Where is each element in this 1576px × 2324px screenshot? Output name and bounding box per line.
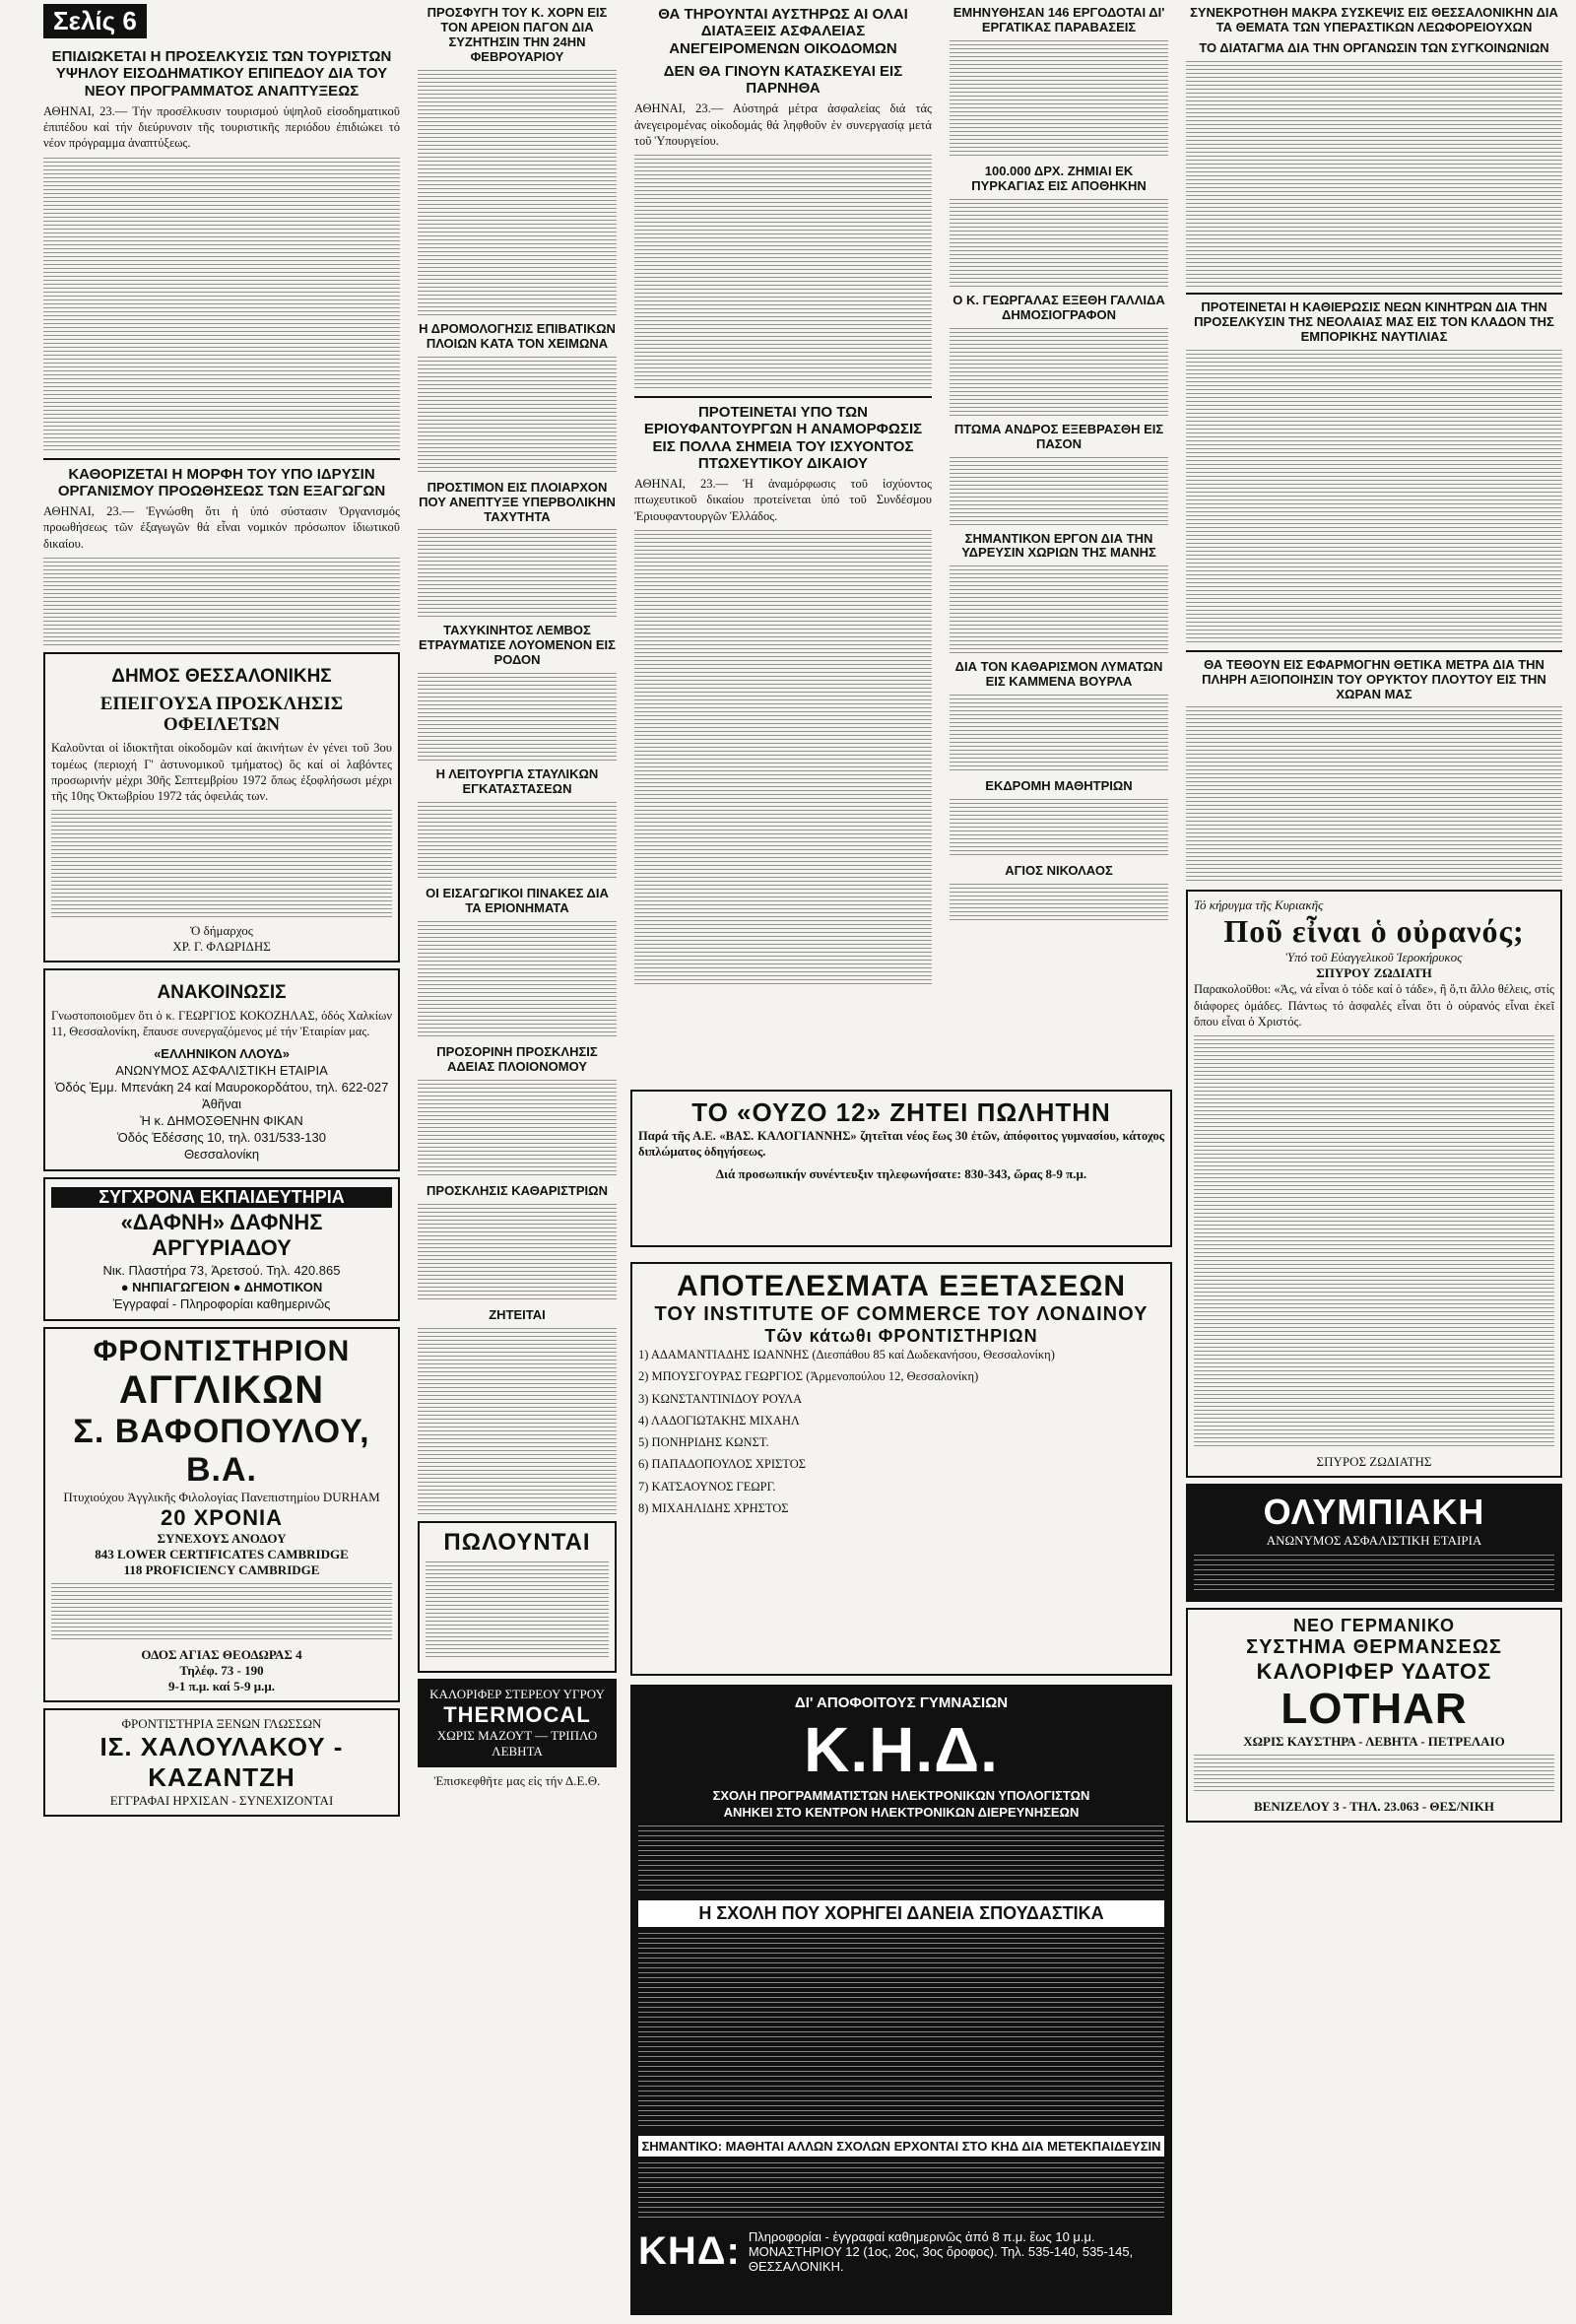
khd-top: ΔΙ' ΑΠΟΦΟΙΤΟΥΣ ΓΥΜΝΑΣΙΩΝ	[794, 1694, 1009, 1711]
headline-agios-nikolaos: ΑΓΙΟΣ ΝΙΚΟΛΑΟΣ	[1005, 863, 1113, 879]
headline-stables: Η ΛΕΙΤΟΥΡΓΙΑ ΣΤΑΥΛΙΚΩΝ ΕΓΚΑΤΑΣΤΑΣΕΩΝ	[435, 766, 599, 797]
khd-warning: ΣΗΜΑΝΤΙΚΟ: ΜΑΘΗΤΑΙ ΑΛΛΩΝ ΣΧΟΛΩΝ ΕΡΧΟΝΤΑΙ ΣΤΟ ΚΗΔ ΔΙΑ ΜΕΤΕΚΠΑΙΔΕΥΣΙΝ	[638, 2136, 1164, 2157]
column-5	[1182, 0, 1566, 2324]
ouzo-title: ΤΟ «ΟΥΖΟ 12» ΖΗΤΕΙ ΠΩΛΗΤΗΝ	[691, 1097, 1111, 1127]
column-1	[39, 0, 404, 2324]
olympiaki-ad	[1186, 1484, 1562, 1602]
article-safety-lead: ΑΘΗΝΑΙ, 23.— Αὐστηρά μέτρα ἀσφαλείας διά τάς ἀνεγειρομένας οἰκοδομάς θά ληφθοῦν ἐν συνεργασίᾳ μετά τοῦ Ὑπουργείου.	[634, 101, 932, 148]
khd-bottom-text: Πληροφορίαι - ἐγγραφαί καθημερινῶς ἀπό 8 π.μ. ἕως 10 μ.μ. ΜΟΝΑΣΤΗΡΙΟΥ 12 (1ος, 2ος, 3ος ὄροφος). Τηλ. 535-140, 535-145, ΘΕΣΣΑΛΟΝΙΚΗ.	[748, 2229, 1134, 2274]
english-ad-title: ΦΡΟΝΤΙΣΤΗΡΙΟΝ	[93, 1334, 351, 1367]
exam-line: 1) ΑΔΑΜΑΝΤΙΑΔΗΣ ΙΩΑΝΝΗΣ (Διεσπάθου 85 καί Δωδεκανήσου, Θεσσαλονίκη)	[638, 1348, 1055, 1361]
headline-journalist: Ο Κ. ΓΕΩΡΓΑΛΑΣ ΕΞΕΘΗ ΓΑΛΛΙΔΑ ΔΗΜΟΣΙΟΓΡΑΦΟΝ	[952, 292, 1165, 322]
lothar-address: ΒΕΝΙΖΕΛΟΥ 3 - ΤΗΛ. 23.063 - ΘΕΣ/ΝΙΚΗ	[1254, 1799, 1494, 1815]
announcement-text: Γνωστοποιοῦμεν ὅτι ὁ κ. ΓΕΩΡΓΙΟΣ ΚΟΚΟΖΗΛΑΣ, ὁδός Χαλκίων 11, Θεσσαλονίκη, ἔπαυσε συνεργαζόμενος μέ τήν Ἑταιρίαν μας.	[51, 1009, 392, 1039]
ouzo-ad	[630, 1090, 1172, 1247]
exam-line: 5) ΠΟΝΗΡΙΔΗΣ ΚΩΝΣΤ.	[638, 1435, 769, 1449]
khd-school: ΣΧΟΛΗ ΠΡΟΓΡΑΜΜΑΤΙΣΤΩΝ ΗΛΕΚΤΡΟΝΙΚΩΝ ΥΠΟΛΟΓΙΣΤΩΝ	[712, 1788, 1090, 1803]
lang-ad-name: ΙΣ. ΧΑΛΟΥΛΑΚΟΥ - ΚΑΖΑΝΤΖΗ	[99, 1731, 344, 1792]
lothar-ad	[1186, 1608, 1562, 1823]
lothar-line3: ΚΑΛΟΡΙΦΕΡ ΥΔΑΤΟΣ	[1256, 1659, 1492, 1685]
english-ad-degree: Πτυχιούχου Ἀγγλικῆς Φιλολογίας Πανεπιστημίου DURHAM	[63, 1489, 380, 1504]
headline-employers-sued: ΕΜΗΝΥΘΗΣΑΝ 146 ΕΡΓΟΔΟΤΑΙ ΔΙ' ΕΡΓΑΤΙΚΑΣ ΠΑΡΑΒΑΣΕΙΣ	[952, 5, 1165, 34]
lothar-line2: ΣΥΣΤΗΜΑ ΘΕΡΜΑΝΣΕΩΣ	[1246, 1636, 1502, 1659]
english-ad-years: 20 ΧΡΟΝΙΑ	[161, 1504, 283, 1530]
article-exports-lead: ΑΘΗΝΑΙ, 23.— Ἐγνώσθη ὅτι ἡ ὑπό σύστασιν Ὀργανισμός προωθήσεως τῶν ἐξαγωγῶν θά εἶναι νομικόν πρόσωπον ἰδιωτικοῦ δικαίου.	[43, 504, 400, 551]
thermocal-sub: ΧΩΡΙΣ ΜΑΖΟΥΤ — ΤΡΙΠΛΟ ΛΕΒΗΤΑ	[436, 1727, 598, 1759]
khd-ad	[630, 1685, 1172, 2315]
sermon-title: Ποῦ εἶναι ὁ οὐρανός;	[1223, 913, 1525, 950]
sermon	[1186, 890, 1562, 1478]
sermon-text: Παρακολοῦθοι: «Ἀς, νά εἶναι ὁ τόδε καί ὁ τάδε», ἢ ὅ,τι ἄλλο θέλεις, στίς διάφορες ὁμάδες. Πάντως τό ἀσφαλές εἶναι ὅτι ὁ οὐρανός εἶναι ἐκεῖ ὅπου εἶναι ὁ Χριστός.	[1194, 982, 1554, 1029]
headline-ships-routes: Η ΔΡΟΜΟΛΟΓΗΣΙΣ ΕΠΙΒΑΤΙΚΩΝ ΠΛΟΙΩΝ ΚΑΤΑ ΤΟΝ ΧΕΙΜΩΝΑ	[419, 320, 616, 351]
school-ad-name: «ΔΑΦΝΗ» ΔΑΦΝΗΣ ΑΡΓΥΡΙΑΔΟΥ	[120, 1209, 323, 1260]
khd-logo: Κ.Η.Δ.	[804, 1714, 999, 1785]
exam-line: 3) ΚΩΝΣΤΑΝΤΙΝΙΔΟΥ ΡΟΥΛΑ	[638, 1391, 803, 1406]
thermocal-brand: THERMOCAL	[443, 1701, 591, 1727]
lothar-brand: LOTHAR	[1280, 1685, 1468, 1734]
exam-line: 4) ΛΑΔΟΓΙΩΤΑΚΗΣ ΜΙΧΑΗΛ	[638, 1413, 800, 1428]
english-ad-teacher: Σ. ΒΑΦΟΠΟΥΛΟΥ, Β.Α.	[73, 1412, 370, 1489]
english-ad-result-1: 843 LOWER CERTIFICATES CAMBRIDGE	[95, 1546, 349, 1561]
column-4	[946, 0, 1172, 985]
headline-mineral-wealth: ΘΑ ΤΕΘΟΥΝ ΕΙΣ ΕΦΑΡΜΟΓΗΝ ΘΕΤΙΚΑ ΜΕΤΡΑ ΔΙΑ ΤΗΝ ΠΛΗΡΗ ΑΞΙΟΠΟΙΗΣΙΝ ΤΟΥ ΟΡΥΚΤΟΥ ΠΛΟΥΤΟΥ ΕΙΣ ΤΗΝ ΧΩΡΑΝ ΜΑΣ	[1202, 656, 1546, 701]
notice-text: Καλοῦνται οἱ ἰδιοκτῆται οἰκοδομῶν καί ἀκινήτων ἐν γένει τοῦ 3ου τομέως (περιοχή Γ' ἀστυνομικοῦ τμήματος) ὅς καί οἱ λαβόντες προσωρινήν μέχρι 30ῆς Σεπτεμβρίου 1972 ὅπως ἐξοφλήσωσι μέχρι τῆς 10ης Ὀκτωβρίου 1972 τάς ὀφειλάς των.	[51, 741, 392, 804]
english-tutoring-ad	[43, 1327, 400, 1702]
english-ad-title-2: ΑΓΓΛΙΚΩΝ	[118, 1367, 325, 1412]
headline-building-safety: ΘΑ ΤΗΡΟΥΝΤΑΙ ΑΥΣΤΗΡΩΣ ΑΙ ΟΛΑΙ ΔΙΑΤΑΞΕΙΣ ΑΣΦΑΛΕΙΑΣ ΑΝΕΓΕΙΡΟΜΕΝΩΝ ΟΙΚΟΔΟΜΩΝ	[658, 6, 908, 57]
school-ad-levels: ● ΝΗΠΙΑΓΩΓΕΙΟΝ ● ΔΗΜΟΤΙΚΟΝ	[120, 1279, 323, 1295]
olympiaki-name: ΟΛΥΜΠΙΑΚΗ	[1263, 1492, 1485, 1533]
masthead-label: Σελίς 6	[43, 4, 147, 38]
exam-title: ΑΠΟΤΕΛΕΣΜΑΤΑ ΕΞΕΤΑΣΕΩΝ	[676, 1270, 1127, 1302]
ouzo-phone: Διά προσωπικήν συνέντευξιν τηλεφωνήσατε: 830-343, ὥρας 8-9 π.μ.	[715, 1165, 1087, 1181]
english-ad-phone: Τηλέφ. 73 - 190	[179, 1662, 264, 1678]
headline-horn: ΠΡΟΣΦΥΓΗ ΤΟΥ Κ. ΧΟΡΝ ΕΙΣ ΤΟΝ ΑΡΕΙΟΝ ΠΑΓΟΝ ΔΙΑ ΣΥΖΗΤΗΣΙΝ ΤΗΝ 24ΗΝ ΦΕΒΡΟΥΑΡΙΟΥ	[427, 5, 608, 64]
ouzo-text: Παρά τῆς Α.Ε. «ΒΑΣ. ΚΑΛΟΓΙΑΝΝΗΣ» ζητεῖται νέος ἔως 30 ἐτῶν, ἀπόφοιτος γυμνασίου, κάτοχος διπλώματος ὁδηγήσεως.	[638, 1129, 1164, 1160]
thermocal-footer: Ἐπισκεφθῆτε μας εἰς τήν Δ.Ε.Θ.	[433, 1772, 601, 1788]
for-sale-title: ΠΩΛΟΥΝΤΑΙ	[443, 1528, 591, 1556]
english-ad-years-sub: ΣΥΝΕΧΟΥΣ ΑΝΟΔΟΥ	[157, 1530, 287, 1546]
article-tourism-lead: ΑΘΗΝΑΙ, 23.— Τήν προσέλκυσιν τουρισμού ὑψηλοῦ εἰσοδηματικοῦ ἐπιπέδου καί τήν διεύρυνσιν τῆς τουριστικῆς περιόδου ἐπιδιώκει τό νέον πρόγραμμα ἀναπτύξεως.	[43, 103, 400, 151]
announcement-city-1: Ἀθῆναι	[201, 1096, 242, 1111]
announcement-director: Ἡ κ. ΔΗΜΟΣΘΕΝΗΝ ΦΙΚΑΝ	[140, 1112, 303, 1128]
exam-line: 8) ΜΙΧΑΗΛΙΔΗΣ ΧΡΗΣΤΟΣ	[638, 1500, 789, 1515]
announcement-address-2: Ὁδός Ἐδέσσης 10, τηλ. 031/533-130	[117, 1129, 326, 1145]
headline-speedboat: ΤΑΧΥΚΙΝΗΤΟΣ ΛΕΜΒΟΣ ΕΤΡΑΥΜΑΤΙΣΕ ΛΟΥΟΜΕΝΟΝ ΕΙΣ ΡΟΔΟΝ	[419, 623, 616, 668]
sermon-kicker: Τό κήρυγμα τῆς Κυριακῆς	[1194, 897, 1324, 913]
exam-results	[630, 1262, 1172, 1676]
english-ad-address: ΟΔΟΣ ΑΓΙΑΣ ΘΕΟΔΩΡΑΣ 4	[141, 1646, 302, 1662]
sermon-signoff: ΣΠΥΡΟΣ ΖΩΔΙΑΤΗΣ	[1316, 1454, 1432, 1470]
headline-sewage: ΔΙΑ ΤΟΝ ΚΑΘΑΡΙΣΜΟΝ ΛΥΜΑΤΩΝ ΕΙΣ ΚΑΜΜΕΝΑ ΒΟΥΡΛΑ	[954, 659, 1163, 690]
exam-line: 7) ΚΑΤΣΑΟΥΝΟΣ ΓΕΩΡΓ.	[638, 1479, 776, 1494]
english-ad-body-placeholder	[51, 1583, 392, 1642]
exam-line: 6) ΠΑΠΑΔΟΠΟΥΛΟΣ ΧΡΙΣΤΟΣ	[638, 1457, 807, 1472]
headline-excursion: ΕΚΔΡΟΜΗ ΜΑΘΗΤΡΙΩΝ	[985, 778, 1133, 794]
exam-sub2: Τῶν κάτωθι ΦΡΟΝΤΙΣΤΗΡΙΩΝ	[764, 1326, 1038, 1346]
classified-2-title: ΠΡΟΣΚΛΗΣΙΣ ΚΑΘΑΡΙΣΤΡΙΩΝ	[427, 1182, 608, 1198]
lang-ad-footer: ΕΓΓΡΑΦΑΙ ΗΡΧΙΣΑΝ - ΣΥΝΕΧΙΖΟΝΤΑΙ	[109, 1792, 334, 1808]
school-ad-footer: Ἐγγραφαί - Πληροφορίαι καθημερινῶς	[112, 1295, 331, 1311]
exam-list	[638, 1347, 1164, 1516]
thermocal-ad	[418, 1679, 617, 1767]
announcement-company-sub: ΑΝΩΝΥΜΟΣ ΑΣΦΑΛΙΣΤΙΚΗ ΕΤΑΙΡΙΑ	[115, 1062, 328, 1078]
headline-exports: ΚΑΘΟΡΙΖΕΤΑΙ Η ΜΟΡΦΗ ΤΟΥ ΥΠΟ ΙΔΡΥΣΙΝ ΟΡΓΑΝΙΣΜΟΥ ΠΡΟΩΘΗΣΕΩΣ ΤΩΝ ΕΞΑΓΩΓΩΝ	[57, 465, 386, 499]
announcement-address-1: Ὁδός Ἐμμ. Μπενάκη 24 καί Μαυροκορδάτου, τηλ. 622-027	[54, 1079, 389, 1095]
headline-buses-meeting: ΣΥΝΕΚΡΟΤΗΘΗ ΜΑΚΡΑ ΣΥΣΚΕΨΙΣ ΕΙΣ ΘΕΣΣΑΛΟΝΙΚΗΝ ΔΙΑ ΤΑ ΘΕΜΑΤΑ ΤΩΝ ΥΠΕΡΑΣΤΙΚΩΝ ΛΕΩΦΟΡΕΙΟΥΧΩΝ	[1190, 5, 1558, 34]
sermon-author: ΣΠΥΡΟΥ ΖΩΔΙΑΤΗ	[1316, 965, 1432, 981]
notice-subtitle: ΕΠΕΙΓΟΥΣΑ ΠΡΟΣΚΛΗΣΙΣ ΟΦΕΙΛΕΤΩΝ	[99, 693, 344, 736]
announcement	[43, 968, 400, 1170]
column-3	[630, 0, 936, 985]
article-body-placeholder	[43, 158, 400, 453]
headline-parnitha: ΔΕΝ ΘΑ ΓΙΝΟΥΝ ΚΑΤΑΣΚΕΥΑΙ ΕΙΣ ΠΑΡΝΗΘΑ	[663, 62, 903, 97]
school-ad-top: ΣΥΓΧΡΟΝΑ ΕΚΠΑΙΔΕΥΤΗΡΙΑ	[51, 1187, 392, 1208]
headline-warehouse-fire: 100.000 ΔΡΧ. ΖΗΜΙΑΙ ΕΚ ΠΥΡΚΑΓΙΑΣ ΕΙΣ ΑΠΟΘΗΚΗΝ	[971, 163, 1147, 193]
notice-signer-role: Ὁ δήμαρχος	[190, 923, 253, 939]
headline-transport-decree: ΤΟ ΔΙΑΤΑΓΜΑ ΔΙΑ ΤΗΝ ΟΡΓΑΝΩΣΙΝ ΤΩΝ ΣΥΓΚΟΙΝΩΝΙΩΝ	[1199, 39, 1549, 55]
exam-line: 2) ΜΠΟΥΣΓΟΥΡΑΣ ΓΕΩΡΓΙΟΣ (Ἀρμενοπούλου 12, Θεσσαλονίκη)	[638, 1369, 979, 1384]
article-body-placeholder	[43, 558, 400, 646]
language-school-ad	[43, 1708, 400, 1817]
announcement-company: «ΕΛΛΗΝΙΚΟΝ ΛΛΟΥΔ»	[154, 1045, 290, 1061]
olympiaki-sub: ΑΝΩΝΥΜΟΣ ΑΣΦΑΛΙΣΤΙΚΗ ΕΤΑΙΡΙΑ	[1266, 1533, 1482, 1549]
headline-bankruptcy-law: ΠΡΟΤΕΙΝΕΤΑΙ ΥΠΟ ΤΩΝ ΕΡΙΟΥΦΑΝΤΟΥΡΓΩΝ Η ΑΝΑΜΟΡΦΩΣΙΣ ΕΙΣ ΠΟΛΛΑ ΣΗΜΕΙΑ ΤΟΥ ΙΣΧΥΟΝΤΟΣ ΠΤΩΧΕΥΤΙΚΟΥ ΔΙΚΑΙΟΥ	[643, 404, 923, 472]
column-2	[414, 0, 621, 2324]
headline-captain-fine: ΠΡΟΣΤΙΜΟΝ ΕΙΣ ΠΛΟΙΑΡΧΟΝ ΠΟΥ ΑΝΕΠΤΥΞΕ ΥΠΕΡΒΟΛΙΚΗΝ ΤΑΧΥΤΗΤΑ	[419, 479, 616, 524]
lang-ad-top: ΦΡΟΝΤΙΣΤΗΡΙΑ ΞΕΝΩΝ ΓΛΩΣΣΩΝ	[121, 1715, 322, 1731]
exam-subtitle: ΤΟΥ INSTITUTE OF COMMERCE ΤΟΥ ΛΟΝΔΙΝΟΥ	[654, 1303, 1149, 1325]
lothar-top: ΝΕΟ ΓΕΡΜΑΝΙΚΟ	[1292, 1616, 1455, 1636]
notice-title: ΔΗΜΟΣ ΘΕΣΣΑΛΟΝΙΚΗΣ	[111, 665, 332, 687]
english-ad-hours: 9-1 π.μ. καί 5-9 μ.μ.	[167, 1678, 276, 1693]
headline-tourism: ΕΠΙΔΙΩΚΕΤΑΙ Η ΠΡΟΣΕΛΚΥΣΙΣ ΤΩΝ ΤΟΥΡΙΣΤΩΝ ΥΨΗΛΟΥ ΕΙΣΟΔΗΜΑΤΙΚΟΥ ΕΠΙΠΕΔΟΥ ΔΙΑ ΤΟΥ ΝΕΟΥ ΠΡΟΓΡΑΜΜΑΤΟΣ ΑΝΑΠΤΥΞΕΩΣ	[51, 48, 392, 100]
headline-wool-tables: ΟΙ ΕΙΣΑΓΩΓΙΚΟΙ ΠΙΝΑΚΕΣ ΔΙΑ ΤΑ ΕΡΙΟΝΗΜΑΤΑ	[426, 886, 609, 916]
khd-banner: Η ΣΧΟΛΗ ΠΟΥ ΧΟΡΗΓΕΙ ΔΑΝΕΙΑ ΣΠΟΥΔΑΣΤΙΚΑ	[638, 1900, 1164, 1927]
thermocal-top: ΚΑΛΟΡΙΦΕΡ ΣΤΕΡΕΟΥ ΥΓΡΟΥ	[429, 1686, 605, 1701]
headline-body-found: ΠΤΩΜΑ ΑΝΔΡΟΣ ΕΞΕΒΡΑΣΘΗ ΕΙΣ ΠΑΣΟΝ	[953, 421, 1164, 451]
announcement-city-2: Θεσσαλονίκη	[183, 1146, 260, 1162]
headline-water-project: ΣΗΜΑΝΤΙΚΟΝ ΕΡΓΟΝ ΔΙΑ ΤΗΝ ΥΔΡΕΥΣΙΝ ΧΩΡΙΩΝ ΤΗΣ ΜΑΝΗΣ	[961, 530, 1156, 561]
classified-1-title: ΠΡΟΣΟΡΙΝΗ ΠΡΟΣΚΛΗΣΙΣ ΑΔΕΙΑΣ ΠΛΟΙΟΝΟΜΟΥ	[436, 1044, 598, 1074]
school-ad-address: Νικ. Πλαστήρα 73, Ἀρετσού. Τηλ. 420.865	[102, 1262, 341, 1278]
khd-bottom-logo: ΚΗΔ:	[638, 2229, 741, 2273]
khd-school-2: ΑΝΗΚΕΙ ΣΤΟ ΚΕΝΤΡΟΝ ΗΛΕΚΤΡΟΝΙΚΩΝ ΔΙΕΡΕΥΝΗΣΕΩΝ	[723, 1805, 1080, 1820]
notice-body-placeholder	[51, 810, 392, 918]
announcement-title: ΑΝΑΚΟΙΝΩΣΙΣ	[157, 982, 287, 1004]
english-ad-result-2: 118 PROFICIENCY CAMBRIDGE	[123, 1561, 320, 1577]
headline-navy-youth: ΠΡΟΤΕΙΝΕΤΑΙ Η ΚΑΘΙΕΡΩΣΙΣ ΝΕΩΝ ΚΙΝΗΤΡΩΝ ΔΙΑ ΤΗΝ ΠΡΟΣΕΛΚΥΣΙΝ ΤΗΣ ΝΕΟΛΑΙΑΣ ΜΑΣ ΕΙΣ ΤΟΝ ΚΛΑΔΟΝ ΤΗΣ ΕΜΠΟΡΙΚΗΣ ΝΑΥΤΙΛΙΑΣ	[1194, 299, 1554, 344]
article-bankruptcy-lead: ΑΘΗΝΑΙ, 23.— Ἡ ἀναμόρφωσις τοῦ ἰσχύοντος πτωχευτικοῦ δικαίου προτείνεται ὑπό τοῦ Συνδέσμου Ἐριουφαντουργῶν Ἑλλάδος.	[634, 477, 932, 523]
municipal-notice	[43, 652, 400, 963]
school-ad	[43, 1177, 400, 1321]
classified-3-title: ΖΗΤΕΙΤΑΙ	[489, 1306, 546, 1322]
notice-signer: ΧΡ. Γ. ΦΛΩΡΙΔΗΣ	[172, 939, 271, 955]
sermon-by: Ὑπό τοῦ Εὐαγγελικοῦ Ἱεροκήρυκος	[1285, 950, 1463, 965]
lothar-sub: ΧΩΡΙΣ ΚΑΥΣΤΗΡΑ - ΛΕΒΗΤΑ - ΠΕΤΡΕΛΑΙΟ	[1243, 1734, 1505, 1750]
